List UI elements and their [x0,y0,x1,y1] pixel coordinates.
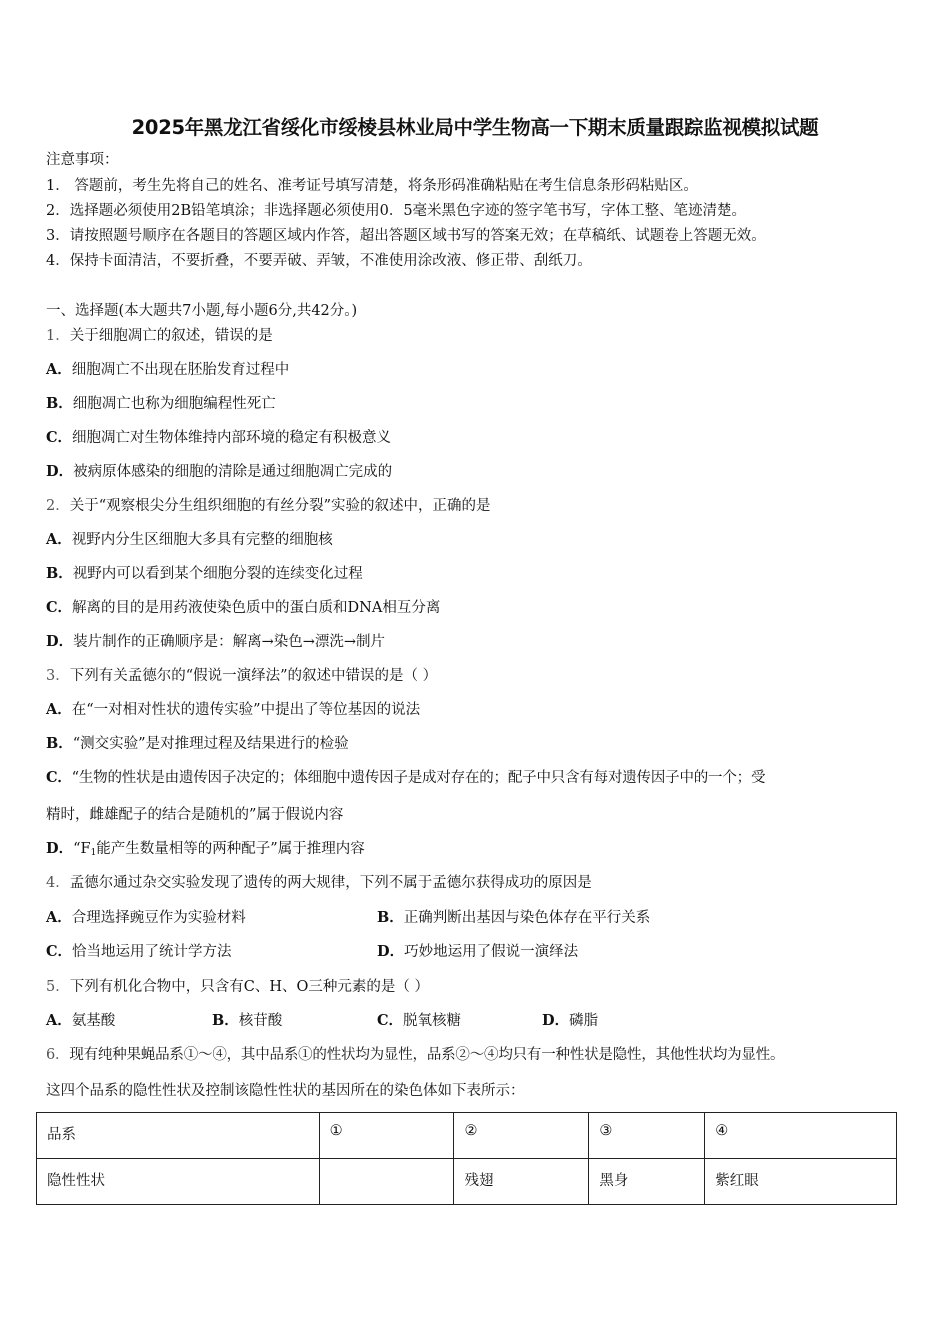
table-cell: 隐性性状 [37,1159,320,1205]
option-letter: D． [46,463,74,480]
question-number: 5． [46,979,70,995]
table-cell: 黑身 [589,1159,705,1205]
option-text: 解离的目的是用药液使染色质中的蛋白质和DNA相互分离 [72,600,441,616]
option-letter: A． [46,361,72,378]
table-cell: 品系 [37,1113,320,1159]
table-cell: ② [454,1113,589,1159]
question-3-stem [46,666,437,686]
option-letter: C． [46,769,72,786]
option-text: 恰当地运用了统计学方法 [72,944,232,960]
question-number: 3． [46,668,70,684]
option-text: 核苷酸 [238,1013,283,1029]
option-text: 在“一对相对性状的遗传实验”中提出了等位基因的说法 [71,702,421,718]
option-letter: A． [46,701,72,718]
section-heading: 一、选择题(本大题共7小题,每小题6分,共42分。) [46,303,358,319]
option-letter: D． [542,1012,570,1029]
stem-text: 关于细胞凋亡的叙述，错误的是 [69,328,273,344]
stem-text: 现有纯种果蝇品系①～④，其中品系①的性状均为显性，品系②～④均只有一种性状是隐性，其他性状均为显性。 [69,1047,785,1063]
stem-text: 关于“观察根尖分生组织细胞的有丝分裂”实验的叙述中，正确的是 [69,498,491,514]
question-1-stem [46,326,273,346]
question-2-stem [46,496,491,516]
question-number: 6． [46,1047,70,1063]
question-3-option-a [46,700,420,720]
strain-table [36,1112,897,1205]
option-text: 细胞凋亡对生物体维持内部环境的稳定有积极意义 [72,430,392,446]
option-text: “测交实验”是对推理过程及结果进行的检验 [72,736,349,752]
question-1-option-a [46,360,289,380]
option-text: “生物的性状是由遗传因子决定的；体细胞中遗传因子是成对存在的；配子中只含有每对遗传因子中的一个；受 [71,770,766,786]
question-4-stem [46,873,592,893]
question-number: 4． [46,875,70,891]
option-text: 脱氧核糖 [403,1013,462,1029]
question-2-option-b [46,564,363,584]
stem-text: 下列有机化合物中，只含有C、H、O三种元素的是（ ） [69,979,429,995]
option-letter: B． [377,909,404,926]
question-6-stem [46,1045,784,1065]
option-text: 巧妙地运用了假说一演绎法 [404,944,579,960]
question-3-option-c [46,768,765,788]
option-text: 正确判断出基因与染色体存在平行关系 [403,910,651,926]
option-letter: D． [377,943,405,960]
table-cell: ③ [589,1113,705,1159]
option-text: 装片制作的正确顺序是：解离→染色→漂洗→制片 [73,634,386,650]
question-5-option-b [212,1011,282,1031]
question-3-option-c-continued: 精时，雌雄配子的结合是随机的”属于假说内容 [46,807,344,823]
question-number: 1． [46,328,70,344]
option-text: 磷脂 [569,1013,599,1029]
question-number: 2． [46,498,70,514]
page-title: 2025年黑龙江省绥化市绥棱县林业局中学生物高一下期末质量跟踪监视模拟试题 [131,116,819,139]
question-1-option-c [46,428,391,448]
option-text: 氨基酸 [71,1013,116,1029]
question-1-option-d [46,462,392,482]
option-letter: B． [212,1012,239,1029]
question-5-option-c [377,1011,461,1031]
stem-text: 孟德尔通过杂交实验发现了遗传的两大规律，下列不属于孟德尔获得成功的原因是 [69,875,592,891]
question-5-stem [46,977,429,997]
option-letter: D． [46,840,74,857]
question-2-option-d [46,632,385,652]
option-letter: C． [46,943,73,960]
question-5-option-a [46,1011,115,1031]
option-letter: A． [46,531,72,548]
question-3-option-b [46,734,349,754]
option-text: 细胞凋亡不出现在胚胎发育过程中 [71,362,290,378]
table-cell: 残翅 [454,1159,589,1205]
option-letter: D． [46,633,74,650]
option-letter: C． [46,599,73,616]
option-letter: B． [46,395,73,412]
notice-label: 注意事项： [46,152,119,168]
option-text: 能产生数量相等的两种配子”属于推理内容 [96,841,365,857]
question-6-stem-continued: 这四个品系的隐性性状及控制该隐性性状的基因所在的染色体如下表所示： [46,1083,525,1099]
option-letter: A． [46,909,72,926]
table-cell: 紫红眼 [705,1159,897,1205]
table-cell: ④ [705,1113,897,1159]
notice-item-3: 3．请按照题号顺序在各题目的答题区域内作答，超出答题区域书写的答案无效；在草稿纸、试题卷上答题无效。 [46,228,766,244]
notice-item-1: 1． 答题前，考生先将自己的姓名、准考证号填写清楚，将条形码准确粘贴在考生信息条形码粘贴区。 [46,178,698,194]
option-letter: C． [46,429,73,446]
question-4-option-a [46,908,246,928]
question-5-option-d [542,1011,598,1031]
question-2-option-c [46,598,440,618]
question-3-option-d [46,839,365,863]
option-text: 细胞凋亡也称为细胞编程性死亡 [72,396,276,412]
option-text: 视野内可以看到某个细胞分裂的连续变化过程 [72,566,363,582]
subscript: 1 [90,848,97,858]
option-text: 被病原体感染的细胞的清除是通过细胞凋亡完成的 [73,464,393,480]
question-1-option-b [46,394,276,414]
notice-item-2: 2．选择题必须使用2B铅笔填涂；非选择题必须使用0．5毫米黑色字迹的签字笔书写，字体工整、笔迹清楚。 [46,203,747,219]
option-text: 视野内分生区细胞大多具有完整的细胞核 [71,532,333,548]
option-letter: B． [46,565,73,582]
option-text: 合理选择豌豆作为实验材料 [71,910,246,926]
table-cell: ① [319,1113,454,1159]
question-4-option-d [377,942,578,962]
table-row [37,1113,897,1159]
option-text-prefix: “F [73,841,91,857]
table-cell [319,1159,454,1205]
stem-text: 下列有关孟德尔的“假说一演绎法”的叙述中错误的是（ ） [69,668,438,684]
table-row [37,1159,897,1205]
notice-item-4: 4．保持卡面清洁，不要折叠，不要弄破、弄皱，不准使用涂改液、修正带、刮纸刀。 [46,253,592,269]
option-letter: C． [377,1012,404,1029]
question-4-option-b [377,908,650,928]
option-letter: A． [46,1012,72,1029]
question-2-option-a [46,530,333,550]
option-letter: B． [46,735,73,752]
question-4-option-c [46,942,232,962]
